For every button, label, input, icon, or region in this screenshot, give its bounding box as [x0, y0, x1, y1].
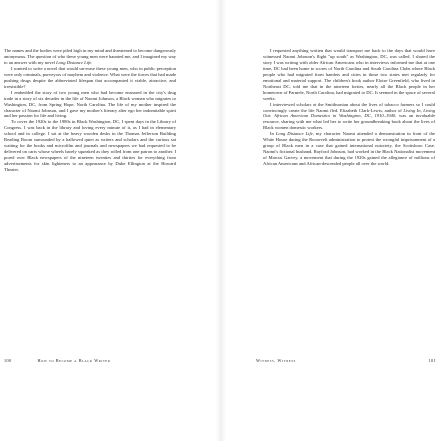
body-paragraph	[263, 48, 435, 102]
paragraph-text: , my character Naomi attended a demonstration in front of the White House during the Roosevelt administration to protest the wrongful imprisonment of a group of Black men in a case that gained international notoriety, the Scottsboro Case. Naomi's fictional husband, Rayford Johnson, had worked in the Black Nationalist movement of Marcus Garvey, a movement that during the 1920s gained the allegiance of millions of African Americans and African-descended people all over the world.	[263, 131, 436, 167]
right-page-body	[263, 48, 435, 167]
paragraph-text: I interviewed scholars at the Smithsonian about the lives of tobacco farmers so I could convincingly create the life Naomi fled. Elizabeth Clark-Lewis, author of	[263, 101, 435, 113]
body-paragraph	[4, 66, 176, 90]
paragraph-text: The names and the bodies were piled high in my mind and threatened to become dangerously anonymous. The question of who these young men were haunted me, and I imagined my way to an answer with my novel	[4, 48, 176, 65]
left-page-body	[4, 48, 176, 173]
paragraph-text: .	[91, 59, 93, 65]
paragraph-text: I embedded the story of two young men who had become ensnared in the city's drug trade in a story of six decades in the life of Naomi Johnson, a Black woman who migrates to Washington, DC, from Spring Hope, North Carolina. The life of my mother inspired the character of Naomi Johnson, and I gave my mother's literary alter ego her indomitable spirit and her passion for life and living.	[4, 89, 176, 119]
paragraph-text: I requested anything written that would transport me back to the days that would have witnessed Naomi Johnson's flight "up south" as Washington, DC, was called. I shared the story I was writing with older African Americans who in interviews informed me that at one time, DC had been home to scores of North Carolina and South Carolina Clubs where Black people who had migrated from hamlets and cities in those two states met regularly for emotional and material support. The children's book author Eloise Greenfield, who lived in Northeast DC, told me that in the nineteen forties, nearly all the Black people in her hometown of Parmele, North Carolina, had migrated to DC. It seemed in the space of several weeks.	[263, 48, 435, 101]
body-paragraph	[263, 131, 435, 167]
body-paragraph	[4, 119, 176, 173]
paragraph-text: , was an invaluable resource, sharing with me what led her to write her groundbreaking book about the lives of Black women domestic workers.	[263, 113, 435, 131]
body-paragraph	[4, 48, 176, 66]
italic-title-text: Long Distance Life	[56, 59, 92, 65]
paragraph-text: In	[270, 131, 276, 137]
italic-title-text: Living In, Living Out: African American Domestics in Washington, DC, 1910–1940	[263, 107, 435, 119]
book-gutter	[216, 0, 226, 441]
body-paragraph	[263, 102, 435, 132]
body-paragraph	[4, 90, 176, 120]
right-page	[226, 42, 441, 432]
left-page	[0, 42, 215, 432]
page-number: 101	[428, 357, 436, 363]
paragraph-text: I wanted to write a novel that would un-erase these young men, who in public perception were only criminals, purveyors of mayhem and violence. What were the forces that had made pushing drugs despite the abbreviated lifespan that accompanied it viable, attractive, and irresistible?	[4, 65, 176, 89]
right-page-footer	[256, 355, 436, 365]
page-number: 100	[4, 357, 12, 363]
running-head: How to Become a Black Writer	[37, 357, 111, 363]
running-head: Witness, Witness	[256, 357, 296, 363]
italic-title-text: Long Distance Life	[275, 131, 313, 137]
left-page-footer	[4, 355, 184, 365]
paragraph-text: To cover the 1920s to the 1980s in Black Washington, DC, I spent days in the Library of Congress. I was back in the library and loving every minute of it, as I had in elementary school and in college. I sat at the heavy wooden desks in the Thomas Jefferson Building Reading Room surrounded by a hallowed quiet as writers and scholars and the curious sat waiting for the books and microfilm and journals and newspapers we had requested to be delivered on carts whose wheels barely squeaked as they rolled from one patron to another. I pored over Black newspapers of the nineteen twenties and thirties for everything from advertisements for skin lighteners to an appearance by Duke Ellington at the Howard Theater.	[4, 119, 176, 173]
